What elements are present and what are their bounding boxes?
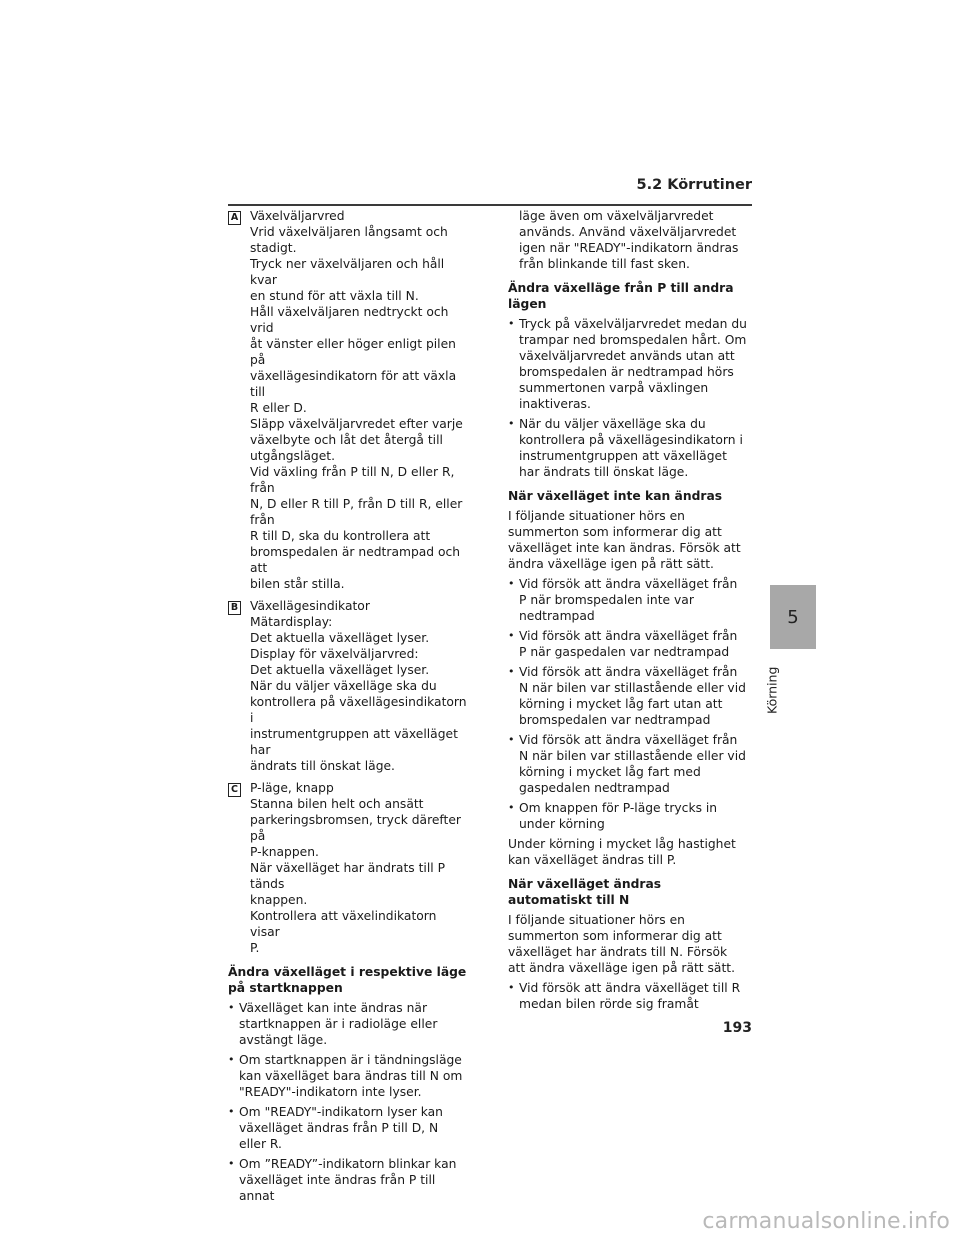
page-number: 193 [722,1020,752,1036]
item-c-line: knappen. [250,893,308,907]
bullet-item: • Vid försök att ändra växelläget från P när gaspedalen var nedtrampad [508,628,748,660]
item-b-line: Det aktuella växelläget lyser. [250,631,430,645]
item-c-line: P-knappen. [250,845,319,859]
item-a-line: stadigt. [250,241,297,255]
item-a-line: utgångsläget. [250,449,336,463]
item-c [228,780,468,956]
item-c-line: P. [250,941,260,955]
bullet-item: • Om knappen för P-läge trycks in under körning [508,800,748,832]
heading-cannot-change: När växelläget inte kan ändras [508,489,723,503]
chapter-number: 5 [787,606,799,628]
item-a-line: Släpp växelväljarvredet efter varje [250,417,463,431]
item-a-line: växellägesindikatorn för att växla till [250,369,457,399]
bullet-item: • Vid försök att ändra växelläget från N när bilen var stillastående eller vid körning i mycket låg fart med gaspedalen nedtrampad [508,732,748,796]
item-a-line: åt vänster eller höger enligt pilen på [250,337,456,367]
item-c-line: Stanna bilen helt och ansätt [250,797,424,811]
paragraph: I följande situationer hörs en summerton som informerar dig att växelläget inte kan ändras. Försök att ändra växelläge igen på rätt sätt. [508,509,741,571]
label-a-badge: A [228,211,241,225]
item-a-line: växelbyte och låt det återgå till [250,433,443,447]
item-b-line: instrumentgruppen att växelläget har [250,727,458,757]
heading-auto-change-n: När växelläget ändras automatiskt till N [508,877,662,907]
item-a-title: Växelväljarvred [250,209,345,223]
bullet-item: • Om startknappen är i tändningsläge kan växelläget bara ändras till N om "READY"-indikatorn inte lyser. [228,1052,468,1100]
heading-start-button-modes: Ändra växelläget i respektive läge på startknappen [228,965,467,995]
bullet-item: • Om ”READY”-indikatorn blinkar kan växelläget inte ändras från P till annat [228,1156,468,1204]
chapter-tab [770,585,816,649]
item-a-line: en stund för att växla till N. [250,289,419,303]
bullet-item: • Vid försök att ändra växelläget från N när bilen var stillastående eller vid körning i mycket låg fart utan att bromspedalen var nedtrampad [508,664,748,728]
item-b-line: När du väljer växelläge ska du [250,679,437,693]
bullet-item: • När du väljer växelläge ska du kontrollera på växellägesindikatorn i instrumentgruppen att växelläget har ändrats till önskat läge. [508,416,748,480]
item-a-line: bilen står stilla. [250,577,345,591]
bullet-continuation: läge även om växelväljarvredet används. Använd växelväljarvredet igen när "READY"-indikatorn ändras från blinkande till fast sken. [519,209,739,271]
item-a [228,208,468,592]
item-a-line: R till D, ska du kontrollera att [250,529,431,543]
bullet-item: • Om "READY"-indikatorn lyser kan växelläget ändras från P till D, N eller R. [228,1104,468,1152]
item-c-line: När växelläget har ändrats till P tänds [250,861,445,891]
section-header [228,178,752,206]
item-a-line: Vid växling från P till N, D eller R, från [250,465,455,495]
item-b-title: Växellägesindikator [250,599,370,613]
item-b [228,598,468,774]
item-b-line: ändrats till önskat läge. [250,759,395,773]
bullet-item: • Vid försök att ändra växelläget från P när bromspedalen inte var nedtrampad [508,576,748,624]
section-title: 5.2 Körrutiner [636,177,752,193]
item-b-line: Det aktuella växelläget lyser. [250,663,430,677]
item-a-line: R eller D. [250,401,307,415]
item-a-line: N, D eller R till P, från D till R, eller från [250,497,463,527]
label-b-badge: B [228,601,241,615]
item-b-line: Mätardisplay: [250,615,333,629]
item-a-line: Håll växelväljaren nedtryckt och vrid [250,305,449,335]
bullet-item: • Vid försök att ändra växelläget till R medan bilen rörde sig framåt [508,980,748,1012]
label-c-badge: C [228,783,241,797]
chapter-label: Körning [764,666,780,714]
item-c-line: parkeringsbromsen, tryck därefter på [250,813,461,843]
item-b-line: kontrollera på växellägesindikatorn i [250,695,467,725]
bullet-item: • Växelläget kan inte ändras när startknappen är i radioläge eller avstängt läge. [228,1000,468,1048]
watermark: carmanualsonline.info [702,1209,950,1234]
item-a-line: bromspedalen är nedtrampad och att [250,545,461,575]
item-b-line: Display för växelväljarvred: [250,647,419,661]
paragraph: I följande situationer hörs en summerton som informerar dig att växelläget har ändrats till N. Försök att ändra växelläge igen på rätt sätt. [508,913,736,975]
item-c-line: Kontrollera att växelindikatorn visar [250,909,437,939]
paragraph: Under körning i mycket låg hastighet kan växelläget ändras till P. [508,837,736,867]
left-column [228,208,468,1208]
right-column [508,208,748,1016]
bullet-item: • Tryck på växelväljarvredet medan du trampar ned bromspedalen hårt. Om växelväljarvredet används utan att bromspedalen är nedtrampad hörs summertonen varpå växlingen inaktiveras. [508,316,748,412]
item-c-title: P-läge, knapp [250,781,334,795]
heading-change-from-p: Ändra växelläge från P till andra lägen [508,281,734,311]
item-a-line: Vrid växelväljaren långsamt och [250,225,448,239]
item-a-line: Tryck ner växelväljaren och håll kvar [250,257,445,287]
